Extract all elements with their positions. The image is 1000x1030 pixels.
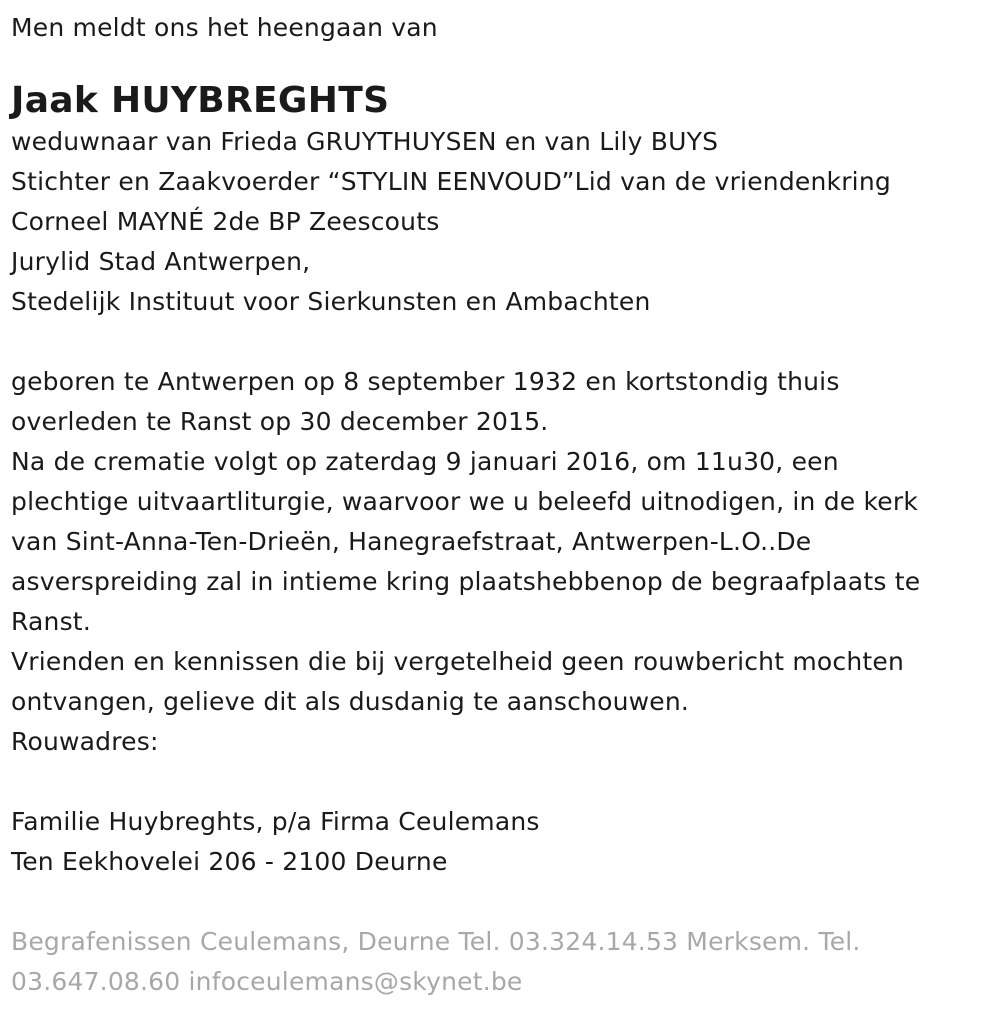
title-line: weduwnaar van Frieda GRUYTHUYSEN en van Lily BUYS xyxy=(11,127,719,156)
body-line: ontvangen, gelieve dit als dusdanig te aanschouwen. xyxy=(11,687,690,716)
title-line: Stedelijk Instituut voor Sierkunsten en Ambachten xyxy=(11,287,651,316)
footer-line: 03.647.08.60 infoceulemans@skynet.be xyxy=(11,967,523,996)
body-line: Vrienden en kennissen die bij vergetelheid geen rouwbericht mochten xyxy=(11,647,905,676)
body-line: Na de crematie volgt op zaterdag 9 januari 2016, om 11u30, een xyxy=(11,447,839,476)
title-line: Jurylid Stad Antwerpen, xyxy=(11,247,311,276)
titles-block xyxy=(11,122,1000,322)
title-line: Stichter en Zaakvoerder “STYLIN EENVOUD”Lid van de vriendenkring xyxy=(11,167,891,196)
body-line: asverspreiding zal in intieme kring plaatshebbenop de begraafplaats te xyxy=(11,567,921,596)
body-line: Rouwadres: xyxy=(11,727,159,756)
title-line: Corneel MAYNÉ 2de BP Zeescouts xyxy=(11,207,440,236)
body-block xyxy=(11,362,1000,762)
body-line: van Sint-Anna-Ten-Drieën, Hanegraefstraat, Antwerpen-L.O..De xyxy=(11,527,812,556)
address-line: Ten Eekhovelei 206 - 2100 Deurne xyxy=(11,847,448,876)
body-line: overleden te Ranst op 30 december 2015. xyxy=(11,407,549,436)
spacer xyxy=(11,322,1000,362)
spacer xyxy=(11,882,1000,922)
body-line: plechtige uitvaartliturgie, waarvoor we u beleefd uitnodigen, in de kerk xyxy=(11,487,919,516)
spacer xyxy=(11,762,1000,802)
body-line: Ranst. xyxy=(11,607,91,636)
address-line: Familie Huybreghts, p/a Firma Ceulemans xyxy=(11,807,540,836)
deceased-name: Jaak HUYBREGHTS xyxy=(11,80,390,121)
funeral-home-footer xyxy=(11,922,1000,1002)
intro-text: Men meldt ons het heengaan van xyxy=(11,13,438,42)
footer-line: Begrafenissen Ceulemans, Deurne Tel. 03.324.14.53 Merksem. Tel. xyxy=(11,927,861,956)
body-line: geboren te Antwerpen op 8 september 1932 en kortstondig thuis xyxy=(11,367,840,396)
address-block xyxy=(11,802,1000,882)
